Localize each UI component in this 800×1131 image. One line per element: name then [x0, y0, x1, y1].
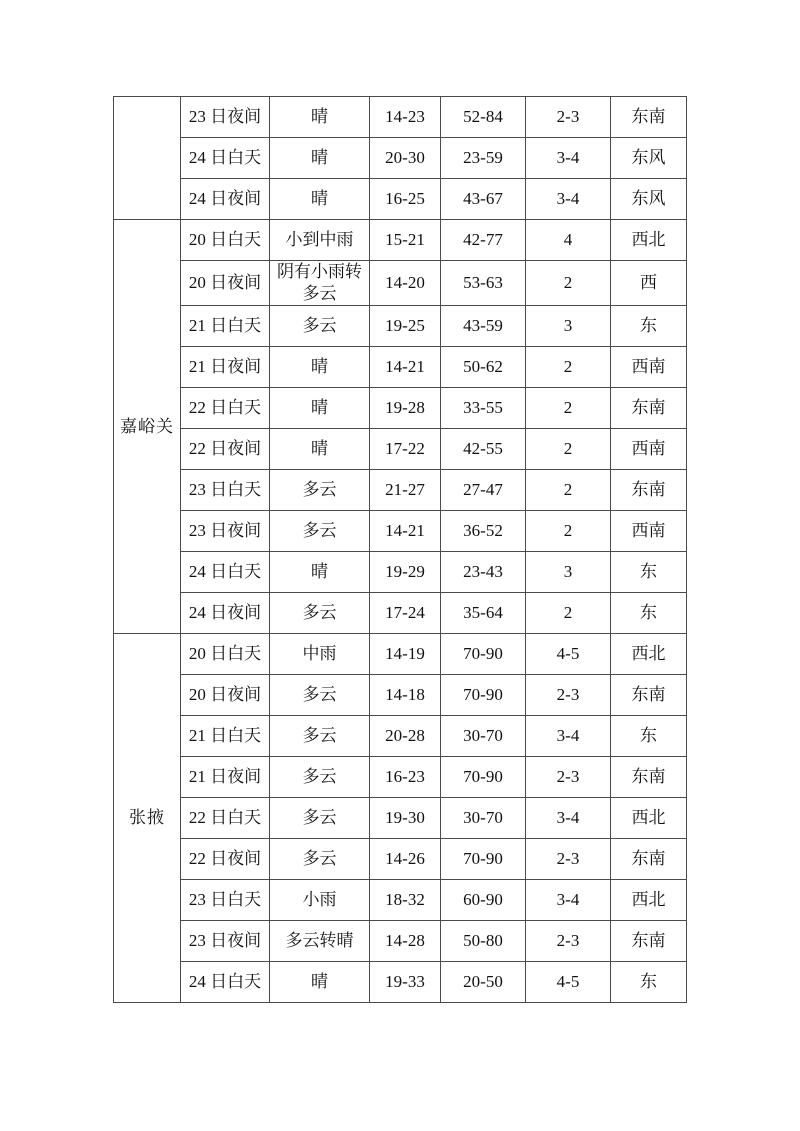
period-cell: 22 日夜间	[181, 839, 270, 880]
period-cell: 21 日夜间	[181, 757, 270, 798]
weather-cell: 阴有小雨转多云	[270, 261, 370, 306]
wind-direction-cell: 东	[611, 306, 687, 347]
weather-forecast-table	[113, 96, 687, 1003]
wind-direction-cell: 东	[611, 962, 687, 1003]
humidity-range-cell: 52-84	[441, 97, 526, 138]
wind-force-cell: 4-5	[526, 962, 611, 1003]
weather-cell: 晴	[270, 179, 370, 220]
wind-force-cell: 3-4	[526, 138, 611, 179]
weather-cell: 晴	[270, 962, 370, 1003]
humidity-range-cell: 33-55	[441, 388, 526, 429]
period-cell: 24 日夜间	[181, 179, 270, 220]
weather-cell: 晴	[270, 347, 370, 388]
weather-cell: 多云转晴	[270, 921, 370, 962]
humidity-range-cell: 30-70	[441, 798, 526, 839]
temp-range-cell: 17-24	[370, 593, 441, 634]
temp-range-cell: 19-33	[370, 962, 441, 1003]
wind-force-cell: 3-4	[526, 880, 611, 921]
period-cell: 20 日夜间	[181, 675, 270, 716]
wind-force-cell: 2	[526, 593, 611, 634]
temp-range-cell: 18-32	[370, 880, 441, 921]
table-row	[114, 97, 687, 138]
temp-range-cell: 14-28	[370, 921, 441, 962]
table-row	[114, 839, 687, 880]
humidity-range-cell: 43-59	[441, 306, 526, 347]
humidity-range-cell: 70-90	[441, 634, 526, 675]
temp-range-cell: 19-25	[370, 306, 441, 347]
wind-force-cell: 2	[526, 388, 611, 429]
table-row	[114, 388, 687, 429]
wind-direction-cell: 东南	[611, 757, 687, 798]
temp-range-cell: 14-20	[370, 261, 441, 306]
temp-range-cell: 14-23	[370, 97, 441, 138]
weather-cell: 晴	[270, 552, 370, 593]
wind-force-cell: 2-3	[526, 839, 611, 880]
forecast-table-body	[114, 97, 687, 1003]
wind-force-cell: 3-4	[526, 716, 611, 757]
weather-cell: 中雨	[270, 634, 370, 675]
weather-cell: 多云	[270, 593, 370, 634]
wind-direction-cell: 西北	[611, 220, 687, 261]
weather-cell: 多云	[270, 306, 370, 347]
humidity-range-cell: 70-90	[441, 839, 526, 880]
humidity-range-cell: 43-67	[441, 179, 526, 220]
weather-cell: 多云	[270, 798, 370, 839]
temp-range-cell: 20-28	[370, 716, 441, 757]
period-cell: 22 日白天	[181, 798, 270, 839]
wind-force-cell: 2	[526, 261, 611, 306]
period-cell: 23 日夜间	[181, 921, 270, 962]
temp-range-cell: 19-30	[370, 798, 441, 839]
period-cell: 24 日白天	[181, 138, 270, 179]
wind-direction-cell: 西南	[611, 347, 687, 388]
humidity-range-cell: 36-52	[441, 511, 526, 552]
wind-direction-cell: 东南	[611, 675, 687, 716]
humidity-range-cell: 30-70	[441, 716, 526, 757]
weather-cell: 晴	[270, 97, 370, 138]
period-cell: 22 日夜间	[181, 429, 270, 470]
period-cell: 21 日白天	[181, 306, 270, 347]
wind-force-cell: 2	[526, 470, 611, 511]
humidity-range-cell: 50-62	[441, 347, 526, 388]
wind-force-cell: 4-5	[526, 634, 611, 675]
wind-force-cell: 3	[526, 552, 611, 593]
table-row	[114, 634, 687, 675]
wind-direction-cell: 西北	[611, 880, 687, 921]
wind-direction-cell: 东风	[611, 138, 687, 179]
city-cell	[114, 97, 181, 220]
wind-direction-cell: 东南	[611, 470, 687, 511]
wind-force-cell: 3-4	[526, 179, 611, 220]
temp-range-cell: 14-18	[370, 675, 441, 716]
weather-cell: 多云	[270, 757, 370, 798]
table-row	[114, 220, 687, 261]
wind-direction-cell: 西北	[611, 798, 687, 839]
humidity-range-cell: 60-90	[441, 880, 526, 921]
wind-force-cell: 2-3	[526, 921, 611, 962]
wind-direction-cell: 东	[611, 716, 687, 757]
temp-range-cell: 14-21	[370, 347, 441, 388]
period-cell: 24 日白天	[181, 552, 270, 593]
wind-force-cell: 2-3	[526, 757, 611, 798]
humidity-range-cell: 35-64	[441, 593, 526, 634]
wind-direction-cell: 东南	[611, 921, 687, 962]
table-row	[114, 306, 687, 347]
table-row	[114, 470, 687, 511]
wind-direction-cell: 东南	[611, 97, 687, 138]
table-row	[114, 593, 687, 634]
wind-direction-cell: 东风	[611, 179, 687, 220]
period-cell: 24 日白天	[181, 962, 270, 1003]
city-cell: 嘉峪关	[114, 220, 181, 634]
humidity-range-cell: 42-55	[441, 429, 526, 470]
humidity-range-cell: 70-90	[441, 757, 526, 798]
humidity-range-cell: 53-63	[441, 261, 526, 306]
wind-direction-cell: 东南	[611, 388, 687, 429]
table-row	[114, 511, 687, 552]
humidity-range-cell: 23-59	[441, 138, 526, 179]
temp-range-cell: 19-28	[370, 388, 441, 429]
weather-cell: 多云	[270, 716, 370, 757]
period-cell: 20 日夜间	[181, 261, 270, 306]
wind-force-cell: 2	[526, 347, 611, 388]
temp-range-cell: 14-21	[370, 511, 441, 552]
table-row	[114, 757, 687, 798]
city-cell: 张掖	[114, 634, 181, 1003]
humidity-range-cell: 50-80	[441, 921, 526, 962]
temp-range-cell: 20-30	[370, 138, 441, 179]
humidity-range-cell: 20-50	[441, 962, 526, 1003]
table-row	[114, 179, 687, 220]
wind-direction-cell: 西南	[611, 429, 687, 470]
temp-range-cell: 16-23	[370, 757, 441, 798]
period-cell: 23 日夜间	[181, 511, 270, 552]
humidity-range-cell: 42-77	[441, 220, 526, 261]
wind-force-cell: 2	[526, 429, 611, 470]
period-cell: 24 日夜间	[181, 593, 270, 634]
wind-direction-cell: 东南	[611, 839, 687, 880]
period-cell: 21 日白天	[181, 716, 270, 757]
table-row	[114, 880, 687, 921]
period-cell: 22 日白天	[181, 388, 270, 429]
weather-cell: 多云	[270, 675, 370, 716]
weather-cell: 晴	[270, 138, 370, 179]
weather-cell: 多云	[270, 839, 370, 880]
wind-direction-cell: 西北	[611, 634, 687, 675]
table-row	[114, 716, 687, 757]
weather-cell: 小到中雨	[270, 220, 370, 261]
humidity-range-cell: 70-90	[441, 675, 526, 716]
weather-cell: 晴	[270, 388, 370, 429]
table-row	[114, 429, 687, 470]
wind-direction-cell: 西南	[611, 511, 687, 552]
period-cell: 23 日夜间	[181, 97, 270, 138]
wind-direction-cell: 东	[611, 552, 687, 593]
period-cell: 23 日白天	[181, 470, 270, 511]
weather-cell: 小雨	[270, 880, 370, 921]
humidity-range-cell: 27-47	[441, 470, 526, 511]
temp-range-cell: 14-26	[370, 839, 441, 880]
period-cell: 20 日白天	[181, 634, 270, 675]
wind-force-cell: 2	[526, 511, 611, 552]
wind-force-cell: 3-4	[526, 798, 611, 839]
wind-force-cell: 4	[526, 220, 611, 261]
table-row	[114, 798, 687, 839]
table-row	[114, 675, 687, 716]
wind-force-cell: 2-3	[526, 675, 611, 716]
temp-range-cell: 16-25	[370, 179, 441, 220]
wind-force-cell: 3	[526, 306, 611, 347]
wind-direction-cell: 东	[611, 593, 687, 634]
table-row	[114, 921, 687, 962]
wind-force-cell: 2-3	[526, 97, 611, 138]
wind-direction-cell: 西	[611, 261, 687, 306]
temp-range-cell: 14-19	[370, 634, 441, 675]
period-cell: 21 日夜间	[181, 347, 270, 388]
period-cell: 23 日白天	[181, 880, 270, 921]
table-row	[114, 347, 687, 388]
weather-cell: 多云	[270, 470, 370, 511]
table-row	[114, 962, 687, 1003]
temp-range-cell: 15-21	[370, 220, 441, 261]
temp-range-cell: 21-27	[370, 470, 441, 511]
period-cell: 20 日白天	[181, 220, 270, 261]
table-row	[114, 138, 687, 179]
table-row	[114, 552, 687, 593]
humidity-range-cell: 23-43	[441, 552, 526, 593]
weather-cell: 晴	[270, 429, 370, 470]
table-row	[114, 261, 687, 306]
weather-cell: 多云	[270, 511, 370, 552]
temp-range-cell: 17-22	[370, 429, 441, 470]
temp-range-cell: 19-29	[370, 552, 441, 593]
